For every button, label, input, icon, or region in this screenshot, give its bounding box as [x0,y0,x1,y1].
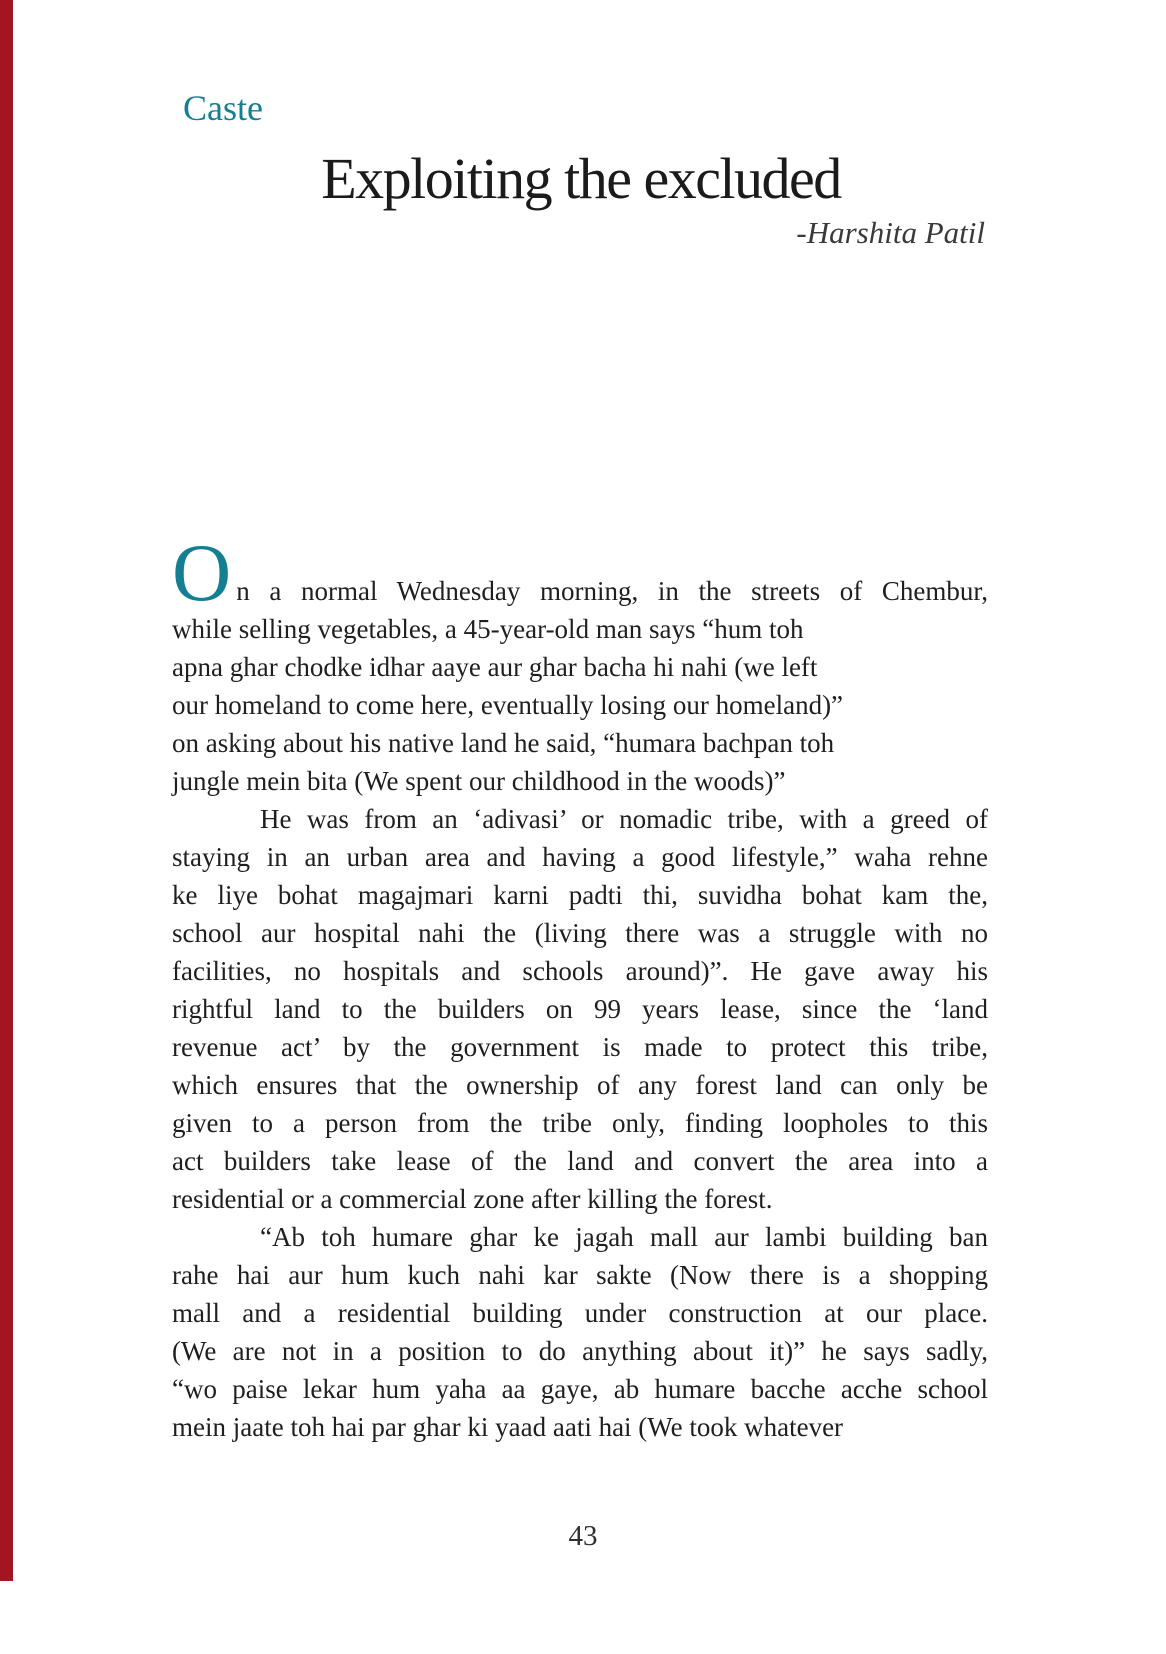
text-line: rightful land to the builders on 99 years lease, since the ‘land [172,994,988,1024]
text-line: which ensures that the ownership of any forest land can only be [172,1070,988,1100]
text-line: “Ab toh humare ghar ke jagah mall aur lambi building ban [260,1222,988,1252]
text-line: given to a person from the tribe only, finding loopholes to this [172,1108,988,1138]
text-line: “wo paise lekar hum yaha aa gaye, ab humare bacche acche school [172,1374,988,1404]
text-line: (We are not in a position to do anything about it)” he says sadly, [172,1336,988,1366]
author-byline: -Harshita Patil [796,215,985,250]
book-spine-strip [0,0,13,1581]
text-line: while selling vegetables, a 45-year-old man says “hum toh [172,614,804,644]
text-line: residential or a commercial zone after killing the forest. [172,1184,773,1214]
text-line: He was from an ‘adivasi’ or nomadic tribe, with a greed of [260,804,988,834]
paragraph-3 [172,1218,988,1446]
page-number: 43 [568,1520,598,1552]
text-line: act builders take lease of the land and convert the area into a [172,1146,988,1176]
text-line: staying in an urban area and having a good lifestyle,” waha rehne [172,842,988,872]
text-line: apna ghar chodke idhar aaye aur ghar bacha hi nahi (we left [172,652,818,682]
text-line: facilities, no hospitals and schools around)”. He gave away his [172,956,988,986]
paragraph-2 [172,800,988,1218]
text-line: our homeland to come here, eventually losing our homeland)” [172,690,844,720]
article-body [172,527,988,1446]
paragraph-1 [172,527,988,800]
text-line-content: n a normal Wednesday morning, in the streets of Chembur, [236,576,988,606]
text-line: revenue act’ by the government is made to protect this tribe, [172,1032,988,1062]
section-label: Caste [183,88,263,128]
drop-cap-initial: O [172,527,232,618]
article-title: Exploiting the excluded [321,146,841,211]
text-line: mall and a residential building under construction at our place. [172,1298,988,1328]
text-line: school aur hospital nahi the (living there was a struggle with no [172,918,988,948]
text-line: ke liye bohat magajmari karni padti thi, suvidha bohat kam the, [172,880,988,910]
text-line [172,527,988,618]
text-line: mein jaate toh hai par ghar ki yaad aati hai (We took whatever [172,1412,844,1442]
text-line: jungle mein bita (We spent our childhood in the woods)” [172,766,786,796]
text-line: rahe hai aur hum kuch nahi kar sakte (Now there is a shopping [172,1260,988,1290]
text-line: on asking about his native land he said, “humara bachpan toh [172,728,835,758]
